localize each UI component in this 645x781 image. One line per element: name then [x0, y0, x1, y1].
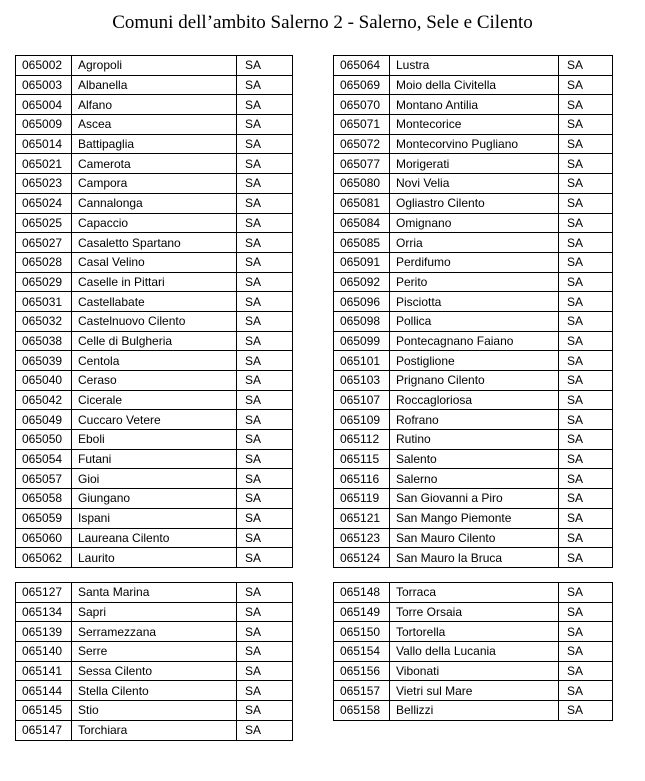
municipality-name-cell: Battipaglia — [72, 134, 237, 154]
istat-code-cell: 065150 — [334, 622, 390, 642]
province-cell: SA — [237, 351, 293, 371]
istat-code-cell: 065049 — [16, 410, 72, 430]
municipality-name-cell: Casaletto Spartano — [72, 233, 237, 253]
province-cell: SA — [237, 622, 293, 642]
istat-code-cell: 065027 — [16, 233, 72, 253]
province-cell: SA — [559, 213, 613, 233]
table-row — [16, 508, 293, 528]
municipality-name-cell: Pisciotta — [390, 292, 559, 312]
municipality-name-cell: Gioi — [72, 469, 237, 489]
municipality-name-cell: Vibonati — [390, 661, 559, 681]
istat-code-cell: 065092 — [334, 272, 390, 292]
province-cell: SA — [559, 410, 613, 430]
table-row — [334, 701, 613, 721]
province-cell: SA — [237, 331, 293, 351]
province-cell: SA — [559, 508, 613, 528]
istat-code-cell: 065029 — [16, 272, 72, 292]
istat-code-cell: 065101 — [334, 351, 390, 371]
province-cell: SA — [237, 56, 293, 76]
province-cell: SA — [237, 154, 293, 174]
istat-code-cell: 065042 — [16, 390, 72, 410]
istat-code-cell: 065028 — [16, 252, 72, 272]
table-row — [334, 252, 613, 272]
table-row — [334, 213, 613, 233]
province-cell: SA — [237, 528, 293, 548]
table-row — [334, 642, 613, 662]
table-row — [16, 154, 293, 174]
municipality-name-cell: San Mauro la Bruca — [390, 548, 559, 568]
province-cell: SA — [237, 292, 293, 312]
province-cell: SA — [237, 508, 293, 528]
municipality-name-cell: Santa Marina — [72, 583, 237, 603]
province-cell: SA — [559, 642, 613, 662]
municipality-name-cell: Alfano — [72, 95, 237, 115]
municipality-name-cell: Campora — [72, 174, 237, 194]
table-row — [334, 548, 613, 568]
province-cell: SA — [237, 134, 293, 154]
istat-code-cell: 065124 — [334, 548, 390, 568]
province-cell: SA — [559, 75, 613, 95]
municipality-name-cell: Cannalonga — [72, 193, 237, 213]
istat-code-cell: 065072 — [334, 134, 390, 154]
province-cell: SA — [559, 548, 613, 568]
municipality-table-3 — [15, 582, 293, 741]
istat-code-cell: 065134 — [16, 602, 72, 622]
istat-code-cell: 065098 — [334, 311, 390, 331]
municipality-name-cell: San Mango Piemonte — [390, 508, 559, 528]
istat-code-cell: 065112 — [334, 430, 390, 450]
table-row — [334, 272, 613, 292]
province-cell: SA — [559, 115, 613, 135]
istat-code-cell: 065096 — [334, 292, 390, 312]
table-row — [334, 661, 613, 681]
istat-code-cell: 065145 — [16, 701, 72, 721]
province-cell: SA — [559, 701, 613, 721]
municipality-table-2 — [333, 55, 613, 568]
istat-code-cell: 065009 — [16, 115, 72, 135]
municipality-name-cell: Rofrano — [390, 410, 559, 430]
municipality-name-cell: Salento — [390, 449, 559, 469]
municipality-name-cell: Tortorella — [390, 622, 559, 642]
municipality-name-cell: Cicerale — [72, 390, 237, 410]
municipality-name-cell: Omignano — [390, 213, 559, 233]
municipality-name-cell: Morigerati — [390, 154, 559, 174]
istat-code-cell: 065144 — [16, 681, 72, 701]
province-cell: SA — [559, 528, 613, 548]
table-row — [16, 528, 293, 548]
table-row — [334, 469, 613, 489]
table-row — [334, 95, 613, 115]
istat-code-cell: 065002 — [16, 56, 72, 76]
municipality-name-cell: Albanella — [72, 75, 237, 95]
table-row — [334, 174, 613, 194]
table-row — [334, 489, 613, 509]
table-row — [16, 272, 293, 292]
istat-code-cell: 065057 — [16, 469, 72, 489]
istat-code-cell: 065115 — [334, 449, 390, 469]
province-cell: SA — [237, 661, 293, 681]
province-cell: SA — [559, 371, 613, 391]
istat-code-cell: 065024 — [16, 193, 72, 213]
istat-code-cell: 065157 — [334, 681, 390, 701]
istat-code-cell: 065069 — [334, 75, 390, 95]
municipality-name-cell: Montecorvino Pugliano — [390, 134, 559, 154]
province-cell: SA — [237, 272, 293, 292]
municipality-name-cell: Camerota — [72, 154, 237, 174]
municipality-name-cell: Centola — [72, 351, 237, 371]
province-cell: SA — [237, 430, 293, 450]
table-row — [334, 351, 613, 371]
table-row — [334, 528, 613, 548]
table-row — [334, 75, 613, 95]
municipality-name-cell: Perdifumo — [390, 252, 559, 272]
province-cell: SA — [559, 661, 613, 681]
province-cell: SA — [237, 371, 293, 391]
istat-code-cell: 065077 — [334, 154, 390, 174]
municipality-name-cell: Ogliastro Cilento — [390, 193, 559, 213]
table-row — [334, 115, 613, 135]
province-cell: SA — [237, 252, 293, 272]
province-cell: SA — [559, 311, 613, 331]
table-row — [16, 469, 293, 489]
istat-code-cell: 065147 — [16, 720, 72, 740]
municipality-name-cell: Eboli — [72, 430, 237, 450]
istat-code-cell: 065038 — [16, 331, 72, 351]
istat-code-cell: 065085 — [334, 233, 390, 253]
table-row — [16, 193, 293, 213]
municipality-name-cell: Castellabate — [72, 292, 237, 312]
municipality-name-cell: Ceraso — [72, 371, 237, 391]
province-cell: SA — [559, 95, 613, 115]
municipality-name-cell: Montecorice — [390, 115, 559, 135]
municipality-name-cell: Stella Cilento — [72, 681, 237, 701]
table-row — [334, 134, 613, 154]
table-row — [334, 622, 613, 642]
istat-code-cell: 065099 — [334, 331, 390, 351]
istat-code-cell: 065023 — [16, 174, 72, 194]
istat-code-cell: 065154 — [334, 642, 390, 662]
istat-code-cell: 065071 — [334, 115, 390, 135]
province-cell: SA — [237, 233, 293, 253]
province-cell: SA — [237, 193, 293, 213]
municipality-name-cell: Capaccio — [72, 213, 237, 233]
municipality-name-cell: Futani — [72, 449, 237, 469]
province-cell: SA — [559, 602, 613, 622]
table-row — [16, 371, 293, 391]
table-row — [334, 193, 613, 213]
municipality-name-cell: Roccagloriosa — [390, 390, 559, 410]
istat-code-cell: 065103 — [334, 371, 390, 391]
istat-code-cell: 065080 — [334, 174, 390, 194]
province-cell: SA — [237, 449, 293, 469]
province-cell: SA — [559, 292, 613, 312]
istat-code-cell: 065031 — [16, 292, 72, 312]
table-row — [16, 213, 293, 233]
istat-code-cell: 065156 — [334, 661, 390, 681]
province-cell: SA — [237, 602, 293, 622]
table-row — [16, 75, 293, 95]
municipality-name-cell: Pollica — [390, 311, 559, 331]
table-row — [16, 701, 293, 721]
istat-code-cell: 065141 — [16, 661, 72, 681]
istat-code-cell: 065059 — [16, 508, 72, 528]
table-row — [334, 154, 613, 174]
istat-code-cell: 065058 — [16, 489, 72, 509]
municipality-name-cell: Torchiara — [72, 720, 237, 740]
province-cell: SA — [237, 642, 293, 662]
province-cell: SA — [237, 701, 293, 721]
province-cell: SA — [559, 622, 613, 642]
istat-code-cell: 065050 — [16, 430, 72, 450]
istat-code-cell: 065039 — [16, 351, 72, 371]
table-row — [334, 681, 613, 701]
municipality-name-cell: Stio — [72, 701, 237, 721]
province-cell: SA — [559, 430, 613, 450]
table-row — [16, 583, 293, 603]
istat-code-cell: 065040 — [16, 371, 72, 391]
province-cell: SA — [237, 681, 293, 701]
istat-code-cell: 065025 — [16, 213, 72, 233]
province-cell: SA — [559, 193, 613, 213]
istat-code-cell: 065081 — [334, 193, 390, 213]
istat-code-cell: 065116 — [334, 469, 390, 489]
province-cell: SA — [237, 583, 293, 603]
municipality-name-cell: Sessa Cilento — [72, 661, 237, 681]
province-cell: SA — [559, 469, 613, 489]
table-row — [16, 602, 293, 622]
municipality-table-4 — [333, 582, 613, 721]
table-row — [16, 681, 293, 701]
province-cell: SA — [237, 75, 293, 95]
istat-code-cell: 065148 — [334, 583, 390, 603]
table-row — [16, 95, 293, 115]
municipality-name-cell: Novi Velia — [390, 174, 559, 194]
municipality-name-cell: Torraca — [390, 583, 559, 603]
municipality-name-cell: Orria — [390, 233, 559, 253]
municipality-name-cell: Rutino — [390, 430, 559, 450]
istat-code-cell: 065060 — [16, 528, 72, 548]
table-row — [334, 508, 613, 528]
table-row — [334, 410, 613, 430]
municipality-name-cell: Ispani — [72, 508, 237, 528]
istat-code-cell: 065032 — [16, 311, 72, 331]
province-cell: SA — [559, 174, 613, 194]
table-row — [16, 56, 293, 76]
municipality-name-cell: Caselle in Pittari — [72, 272, 237, 292]
province-cell: SA — [237, 410, 293, 430]
municipality-name-cell: Cuccaro Vetere — [72, 410, 237, 430]
municipality-table-1 — [15, 55, 293, 568]
province-cell: SA — [559, 681, 613, 701]
table-row — [334, 583, 613, 603]
municipality-name-cell: Pontecagnano Faiano — [390, 331, 559, 351]
istat-code-cell: 065084 — [334, 213, 390, 233]
province-cell: SA — [237, 548, 293, 568]
municipality-name-cell: Salerno — [390, 469, 559, 489]
istat-code-cell: 065107 — [334, 390, 390, 410]
municipality-name-cell: Montano Antilia — [390, 95, 559, 115]
municipality-name-cell: Prignano Cilento — [390, 371, 559, 391]
province-cell: SA — [559, 489, 613, 509]
istat-code-cell: 065070 — [334, 95, 390, 115]
municipality-name-cell: Postiglione — [390, 351, 559, 371]
table-row — [16, 174, 293, 194]
istat-code-cell: 065003 — [16, 75, 72, 95]
province-cell: SA — [559, 56, 613, 76]
province-cell: SA — [559, 583, 613, 603]
istat-code-cell: 065119 — [334, 489, 390, 509]
table-row — [16, 351, 293, 371]
istat-code-cell: 065064 — [334, 56, 390, 76]
municipality-name-cell: Casal Velino — [72, 252, 237, 272]
province-cell: SA — [559, 449, 613, 469]
province-cell: SA — [237, 213, 293, 233]
table-row — [334, 430, 613, 450]
istat-code-cell: 065062 — [16, 548, 72, 568]
municipality-name-cell: Vallo della Lucania — [390, 642, 559, 662]
municipality-name-cell: Laureana Cilento — [72, 528, 237, 548]
istat-code-cell: 065109 — [334, 410, 390, 430]
istat-code-cell: 065091 — [334, 252, 390, 272]
municipality-name-cell: Giungano — [72, 489, 237, 509]
istat-code-cell: 065014 — [16, 134, 72, 154]
table-row — [16, 661, 293, 681]
table-row — [16, 449, 293, 469]
municipality-name-cell: Perito — [390, 272, 559, 292]
province-cell: SA — [559, 252, 613, 272]
municipality-name-cell: Bellizzi — [390, 701, 559, 721]
province-cell: SA — [559, 272, 613, 292]
province-cell: SA — [237, 311, 293, 331]
province-cell: SA — [237, 720, 293, 740]
table-row — [16, 331, 293, 351]
istat-code-cell: 065121 — [334, 508, 390, 528]
municipality-name-cell: San Giovanni a Piro — [390, 489, 559, 509]
table-row — [16, 233, 293, 253]
istat-code-cell: 065140 — [16, 642, 72, 662]
table-row — [16, 292, 293, 312]
table-row — [334, 311, 613, 331]
table-row — [334, 56, 613, 76]
table-row — [16, 115, 293, 135]
province-cell: SA — [237, 469, 293, 489]
province-cell: SA — [559, 233, 613, 253]
municipality-name-cell: Agropoli — [72, 56, 237, 76]
table-row — [16, 134, 293, 154]
istat-code-cell: 065004 — [16, 95, 72, 115]
table-row — [334, 602, 613, 622]
page-title: Comuni dell’ambito Salerno 2 - Salerno, Sele e Cilento — [112, 12, 533, 33]
istat-code-cell: 065149 — [334, 602, 390, 622]
municipality-name-cell: Moio della Civitella — [390, 75, 559, 95]
istat-code-cell: 065054 — [16, 449, 72, 469]
province-cell: SA — [237, 390, 293, 410]
province-cell: SA — [237, 489, 293, 509]
table-row — [16, 430, 293, 450]
istat-code-cell: 065139 — [16, 622, 72, 642]
istat-code-cell: 065127 — [16, 583, 72, 603]
province-cell: SA — [559, 351, 613, 371]
table-row — [16, 489, 293, 509]
province-cell: SA — [237, 95, 293, 115]
municipality-name-cell: Serre — [72, 642, 237, 662]
province-cell: SA — [559, 134, 613, 154]
municipality-name-cell: Castelnuovo Cilento — [72, 311, 237, 331]
table-row — [16, 642, 293, 662]
province-cell: SA — [237, 115, 293, 135]
table-row — [334, 449, 613, 469]
istat-code-cell: 065021 — [16, 154, 72, 174]
province-cell: SA — [559, 154, 613, 174]
table-row — [16, 622, 293, 642]
table-row — [16, 390, 293, 410]
province-cell: SA — [559, 331, 613, 351]
municipality-name-cell: Celle di Bulgheria — [72, 331, 237, 351]
municipality-name-cell: San Mauro Cilento — [390, 528, 559, 548]
table-row — [334, 371, 613, 391]
table-row — [16, 410, 293, 430]
table-row — [334, 331, 613, 351]
municipality-name-cell: Sapri — [72, 602, 237, 622]
istat-code-cell: 065158 — [334, 701, 390, 721]
table-row — [16, 720, 293, 740]
table-row — [334, 233, 613, 253]
municipality-name-cell: Vietri sul Mare — [390, 681, 559, 701]
municipality-name-cell: Laurito — [72, 548, 237, 568]
table-row — [16, 311, 293, 331]
municipality-name-cell: Serramezzana — [72, 622, 237, 642]
table-row — [16, 548, 293, 568]
province-cell: SA — [237, 174, 293, 194]
istat-code-cell: 065123 — [334, 528, 390, 548]
municipality-name-cell: Lustra — [390, 56, 559, 76]
province-cell: SA — [559, 390, 613, 410]
table-row — [16, 252, 293, 272]
table-row — [334, 292, 613, 312]
municipality-name-cell: Ascea — [72, 115, 237, 135]
table-row — [334, 390, 613, 410]
municipality-name-cell: Torre Orsaia — [390, 602, 559, 622]
